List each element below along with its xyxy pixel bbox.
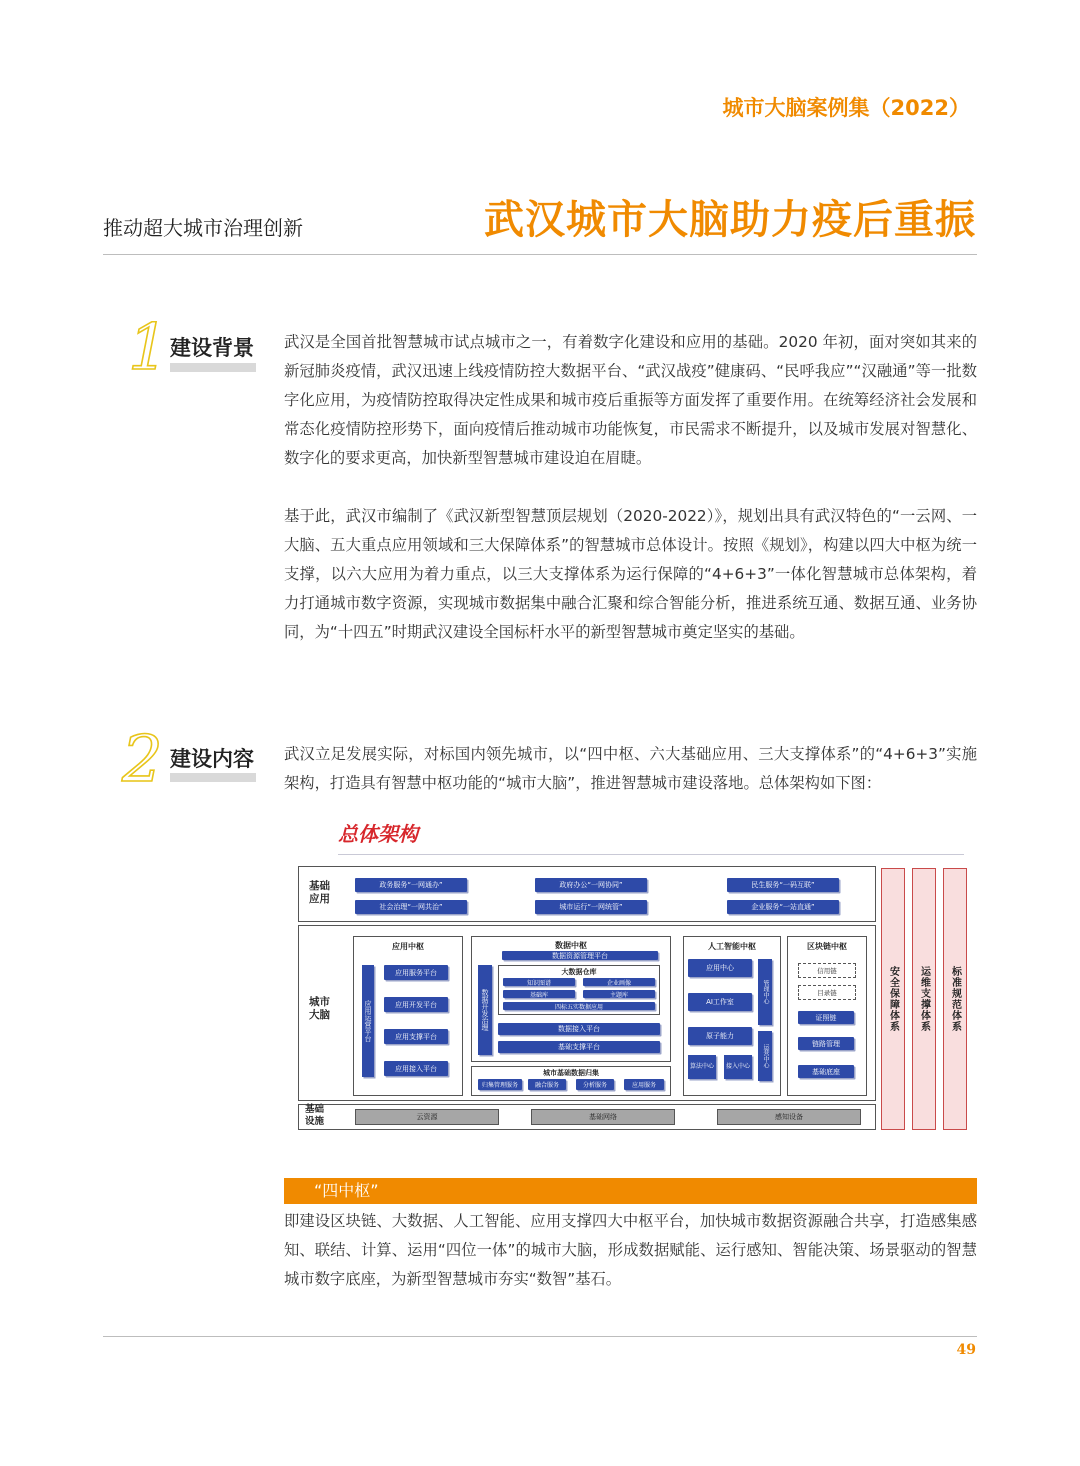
- app-hub-item: 应用接入平台: [384, 1061, 448, 1076]
- chain-item: 链路管理: [798, 1037, 854, 1050]
- section-subtitle: 推动超大城市治理创新: [103, 216, 303, 240]
- base-support-platform: 基础支撑平台: [498, 1041, 660, 1053]
- hub-title: 数据中枢: [555, 941, 587, 950]
- hub-title: 区块链中枢: [807, 942, 847, 951]
- paragraph: 即建设区块链、大数据、人工智能、应用支撑四大中枢平台，加快城市数据资源融合共享，打造感集感知、联结、计算、运用“四位一体”的城市大脑，形成数据赋能、运行感知、智能决策、场景驱动的智慧城市数字底座，为新型智慧城市夯实“数智”基石。: [284, 1212, 977, 1288]
- ai-hub-item: 应用中心: [688, 959, 752, 977]
- base-data-item: 融合服务: [528, 1079, 566, 1090]
- data-hub-side: 数据开发治理: [478, 965, 492, 1055]
- base-data-item: 分析服务: [576, 1079, 614, 1090]
- security-system: 安全保障体系: [881, 868, 905, 1130]
- four-hubs-label: “四中枢”: [314, 1181, 379, 1200]
- running-head: 城市大脑案例集（2022）: [722, 96, 970, 120]
- app-item: 企业服务“一站直通”: [727, 900, 839, 914]
- data-warehouse: [498, 965, 660, 1015]
- app-item: 政府办公“一网协同”: [535, 878, 647, 892]
- data-hub: [471, 936, 671, 1062]
- standards-system: 标准规范体系: [943, 868, 967, 1130]
- infra-item: 感知设备: [717, 1109, 861, 1125]
- footer-divider: [103, 1336, 977, 1337]
- page-number: 49: [956, 1342, 976, 1358]
- infra-item: 基础网络: [531, 1109, 675, 1125]
- chain-item: 信用链: [798, 963, 856, 978]
- paragraph: 武汉是全国首批智慧城市试点城市之一，有着数字化建设和应用的基础。2020 年初，面对突如其来的新冠肺炎疫情，武汉迅速上线疫情防控大数据平台、“武汉战疫”健康码、“民呼我应”“汉融通”等一批数字化应用，为疫情防控取得决定性成果和城市疫后重振等方面发挥了重要作用。在统筹经济社会发展和常态化疫情防控形势下，面向疫情后推动城市功能恢复，市民需求不断提升，以及城市发展对智慧化、数字化的要求更高，加快新型智慧城市建设迫在眉睫。: [284, 333, 977, 467]
- operations-system: 运维支撑体系: [912, 868, 936, 1130]
- page-title: 武汉城市大脑助力疫后重振: [484, 197, 976, 243]
- section-number-2: 2: [122, 723, 163, 797]
- hub-title: 人工智能中枢: [708, 942, 756, 951]
- section-heading-background: 建设背景: [170, 336, 254, 360]
- city-base-data: [471, 1066, 671, 1096]
- chain-item: 基础底座: [798, 1065, 854, 1078]
- layer-label: 基础应用: [309, 880, 330, 905]
- data-hub-top: 数据资源管理平台: [502, 951, 658, 960]
- base-data-item: 应用服务: [624, 1079, 664, 1090]
- app-item: 社会治理“一网共治”: [355, 900, 467, 914]
- ai-hub-item: 接入中心: [724, 1055, 752, 1079]
- app-item: 民生服务“一码互联”: [727, 878, 839, 892]
- warehouse-item: 主题库: [583, 990, 655, 998]
- four-hubs-bar: [284, 1178, 977, 1204]
- section-number-1: 1: [128, 311, 169, 385]
- diagram-title-line: [338, 854, 964, 855]
- header-divider: [103, 254, 977, 255]
- ai-hub-side: 运营中心: [758, 1031, 772, 1081]
- section2-body: [284, 740, 977, 798]
- warehouse-footer: 四标五实数据应用: [503, 1002, 655, 1010]
- infrastructure-layer: [298, 1104, 876, 1130]
- app-hub-item: 应用开发平台: [384, 997, 448, 1012]
- blockchain-hub: [787, 936, 867, 1096]
- four-hubs-body: [284, 1207, 977, 1294]
- section-heading-bar: [170, 773, 256, 782]
- ai-hub-item: 原子能力: [688, 1027, 752, 1045]
- warehouse-title: 大数据仓库: [561, 968, 597, 976]
- app-hub: [353, 936, 463, 1096]
- app-hub-item: 应用支撑平台: [384, 1029, 448, 1044]
- ai-hub-item: AI工作室: [688, 993, 752, 1011]
- layer-label: 基础设施: [305, 1104, 325, 1127]
- section-heading-bar: [170, 363, 256, 372]
- app-hub-side: 应用运营平台: [362, 965, 374, 1077]
- ai-hub: [683, 936, 781, 1096]
- chain-item: 目录链: [798, 985, 856, 1000]
- city-brain-layer: [298, 925, 876, 1101]
- paragraph: 基于此，武汉市编制了《武汉新型智慧顶层规划（2020-2022）》，规划出具有武汉特色的“一云网、一大脑、五大重点应用领域和三大保障体系”的智慧城市总体设计。按照《规划》，构建以四大中枢为统一支撑，以六大应用为着力重点，以三大支撑体系为运行保障的“4+6+3”一体化智慧城市总体架构，着力打通城市数字资源，实现城市数据集中融合汇聚和综合智能分析，推进系统互通、数据互通、业务协同，为“十四五”时期武汉建设全国标杆水平的新型智慧城市奠定坚实的基础。: [284, 507, 977, 641]
- section1-body: [284, 328, 977, 647]
- app-hub-item: 应用服务平台: [384, 965, 448, 980]
- paragraph: 武汉立足发展实际，对标国内领先城市，以“四中枢、六大基础应用、三大支撑体系”的“4+6+3”实施架构，打造具有智慧中枢功能的“城市大脑”，推进智慧城市建设落地。总体架构如下图：: [284, 745, 977, 792]
- warehouse-item: 知识图谱: [503, 978, 575, 986]
- section-heading-content: 建设内容: [170, 747, 254, 771]
- layer-label: 城市大脑: [309, 996, 330, 1021]
- application-layer: [298, 866, 876, 922]
- chain-item: 证照链: [798, 1011, 854, 1024]
- diagram-title: 总体架构: [338, 822, 418, 846]
- app-item: 政务服务“一网通办”: [355, 878, 467, 892]
- infra-item: 云资源: [355, 1109, 499, 1125]
- base-data-item: 归集管理服务: [478, 1079, 522, 1090]
- hub-title: 应用中枢: [392, 942, 424, 951]
- data-access-platform: 数据接入平台: [498, 1023, 660, 1035]
- architecture-diagram: [296, 818, 972, 1136]
- warehouse-item: 企业画像: [583, 978, 655, 986]
- ai-hub-item: 算法中心: [688, 1055, 716, 1079]
- base-data-title: 城市基础数据归集: [543, 1069, 599, 1077]
- ai-hub-side: 管理中心: [758, 959, 772, 1025]
- app-item: 城市运行“一网统管”: [535, 900, 647, 914]
- warehouse-item: 基础库: [503, 990, 575, 998]
